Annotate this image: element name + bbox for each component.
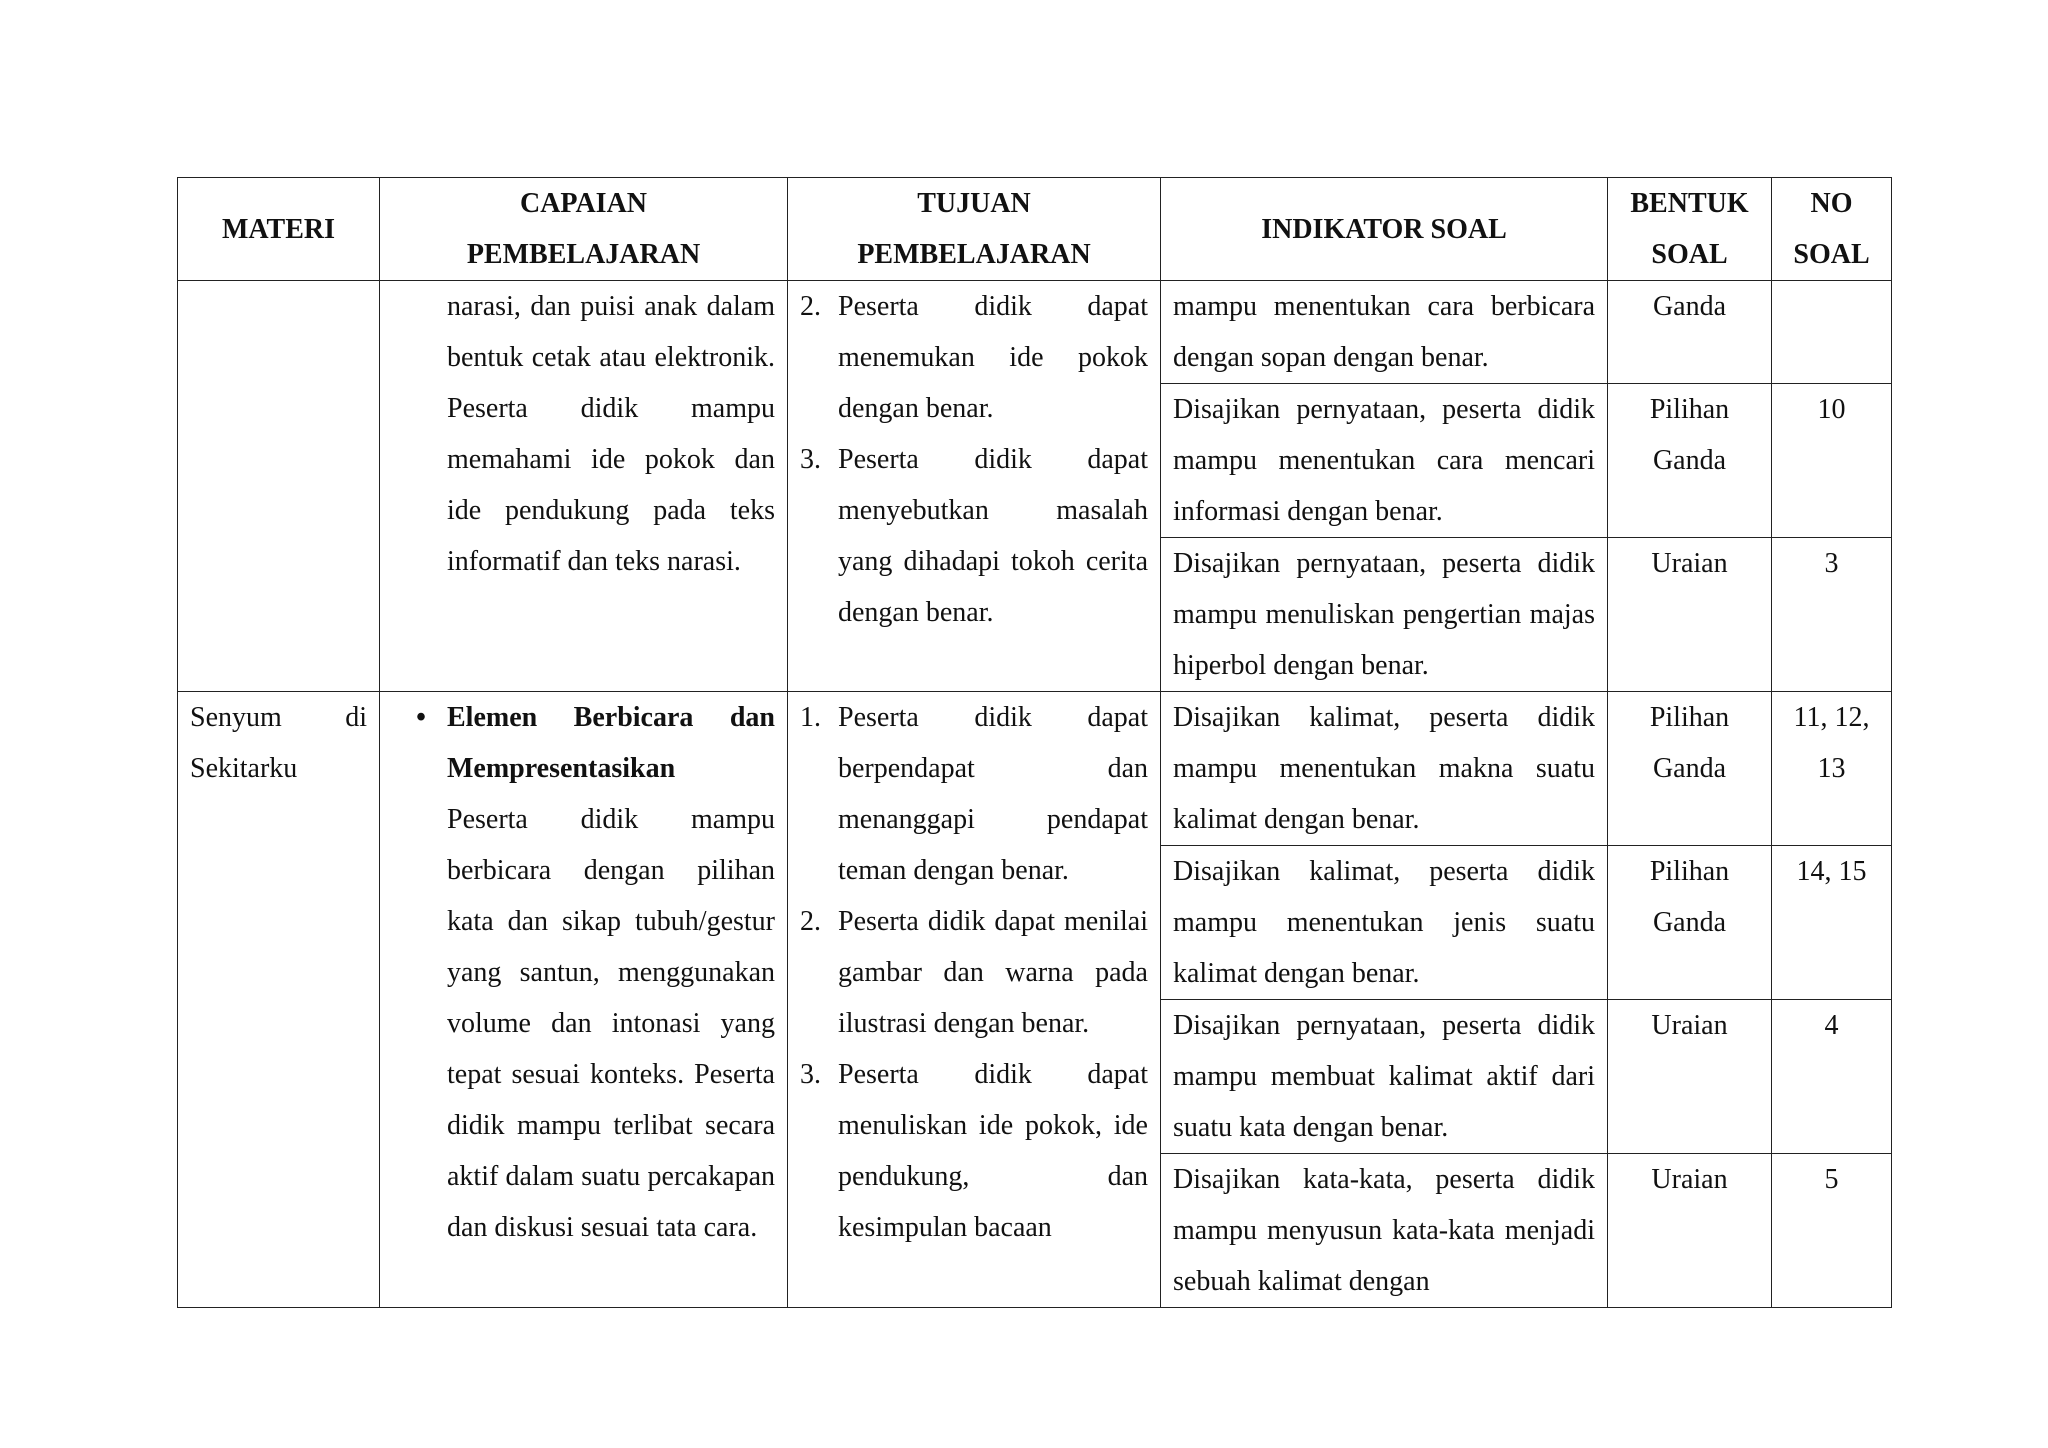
bentuk-cell: Pilihan Ganda (1608, 846, 1772, 1000)
header-indikator: INDIKATOR SOAL (1161, 178, 1608, 281)
materi-cell (178, 692, 380, 1308)
materi-line: Sekitarku (190, 753, 298, 784)
kisi-kisi-table (177, 177, 1892, 1308)
bentuk-cell: Ganda (1608, 281, 1772, 384)
table-row (178, 281, 1892, 384)
capaian-cell (380, 281, 788, 692)
tujuan-cell (788, 692, 1161, 1308)
indikator-cell: mampu menentukan cara berbicara dengan sopan dengan benar. (1161, 281, 1608, 384)
tujuan-item: 2. Peserta didik dapat menilai gambar dan warna pada ilustrasi dengan benar. (800, 906, 1148, 1039)
indikator-cell: Disajikan kalimat, peserta didik mampu menentukan jenis suatu kalimat dengan benar. (1161, 846, 1608, 1000)
materi-cell (178, 281, 380, 692)
table-header (178, 178, 1892, 281)
no-soal-cell: 5 (1772, 1154, 1892, 1308)
header-materi: MATERI (178, 178, 380, 281)
no-soal-cell: 3 (1772, 538, 1892, 692)
header-tujuan: TUJUAN PEMBELAJARAN (788, 178, 1161, 281)
tujuan-item: 3. Peserta didik dapat menuliskan ide pokok, ide pendukung, dan kesimpulan bacaan (800, 1059, 1148, 1243)
capaian-heading: Elemen Berbicara dan Mempresentasikan (447, 702, 775, 784)
indikator-cell: Disajikan kata-kata, peserta didik mampu menyusun kata-kata menjadi sebuah kalimat dengan (1161, 1154, 1608, 1308)
bullet-icon: • (416, 702, 426, 733)
tujuan-item: 3. Peserta didik dapat menyebutkan masalah yang dihadapi tokoh cerita dengan benar. (800, 444, 1148, 628)
materi-line: Senyum di (190, 702, 367, 733)
bentuk-cell: Uraian (1608, 538, 1772, 692)
capaian-cell (380, 692, 788, 1308)
table-row (178, 692, 1892, 846)
header-capaian: CAPAIAN PEMBELAJARAN (380, 178, 788, 281)
no-soal-cell: 4 (1772, 1000, 1892, 1154)
tujuan-item: 1. Peserta didik dapat berpendapat dan menanggapi pendapat teman dengan benar. (800, 702, 1148, 886)
no-soal-cell (1772, 281, 1892, 384)
no-soal-cell: 11, 12, 13 (1772, 692, 1892, 846)
bentuk-cell: Uraian (1608, 1154, 1772, 1308)
capaian-text: Peserta didik mampu berbicara dengan pilihan kata dan sikap tubuh/gestur yang santun, menggunakan volume dan intonasi yang tepat sesuai konteks. Peserta didik mampu terlibat secara aktif dalam suatu percakapan dan diskusi sesuai tata cara. (447, 804, 775, 1243)
tujuan-item: 2. Peserta didik dapat menemukan ide pokok dengan benar. (800, 291, 1148, 424)
header-bentuk: BENTUK SOAL (1608, 178, 1772, 281)
tujuan-cell (788, 281, 1161, 692)
indikator-cell: Disajikan pernyataan, peserta didik mampu menentukan cara mencari informasi dengan benar. (1161, 384, 1608, 538)
indikator-cell: Disajikan kalimat, peserta didik mampu menentukan makna suatu kalimat dengan benar. (1161, 692, 1608, 846)
bentuk-cell: Uraian (1608, 1000, 1772, 1154)
bentuk-cell: Pilihan Ganda (1608, 692, 1772, 846)
capaian-text: narasi, dan puisi anak dalam bentuk cetak atau elektronik. Peserta didik mampu memahami ide pokok dan ide pendukung pada teks informatif dan teks narasi. (447, 291, 775, 577)
indikator-cell: Disajikan pernyataan, peserta didik mampu menuliskan pengertian majas hiperbol dengan benar. (1161, 538, 1608, 692)
bentuk-cell: Pilihan Ganda (1608, 384, 1772, 538)
header-no: NO SOAL (1772, 178, 1892, 281)
indikator-cell: Disajikan pernyataan, peserta didik mampu membuat kalimat aktif dari suatu kata dengan benar. (1161, 1000, 1608, 1154)
no-soal-cell: 14, 15 (1772, 846, 1892, 1000)
no-soal-cell: 10 (1772, 384, 1892, 538)
